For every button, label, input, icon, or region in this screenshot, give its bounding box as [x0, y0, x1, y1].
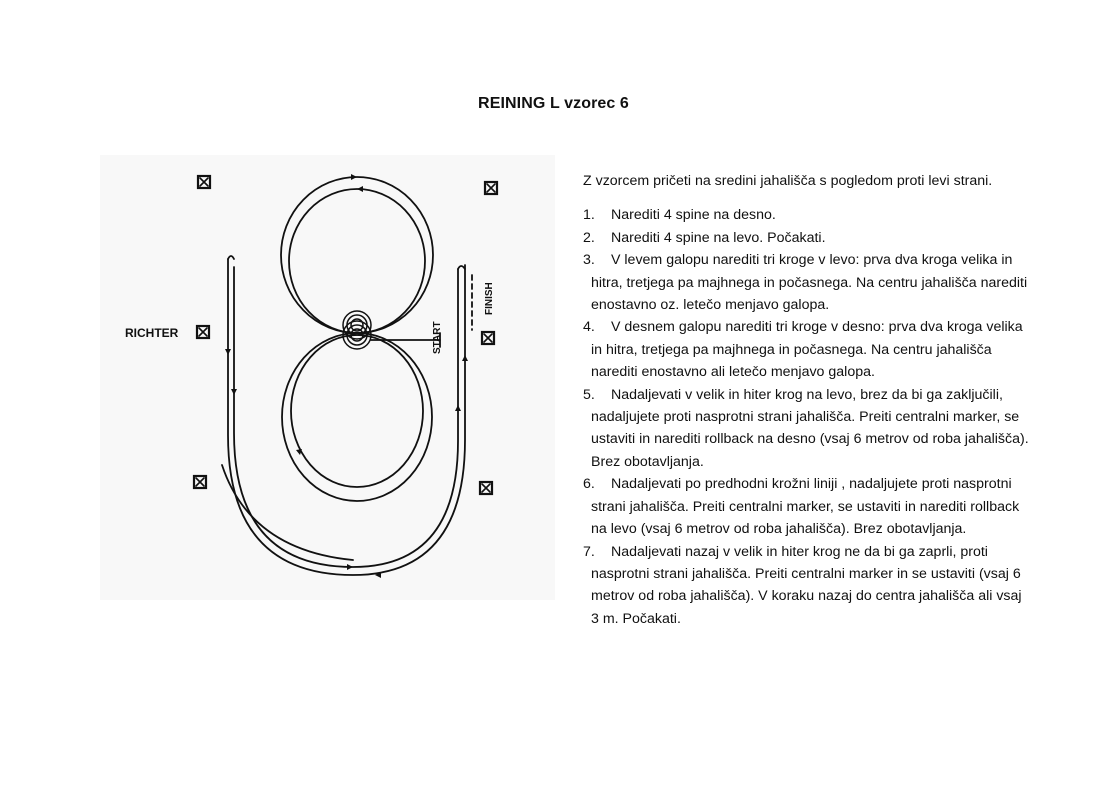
step-number: 1.	[583, 207, 595, 224]
page-title: REINING L vzorec 6	[478, 95, 629, 112]
step-text: Nadaljevati nazaj v velik in hiter krog ne da bi ga zaprli, proti nasprotni strani jahališča. Preiti centralni marker in se ustaviti (vsaj 6 metrov od roba jahališča). V koraku nazaj do centra jahališča ali vsaj 3 m. Počakati.	[591, 543, 1022, 627]
step-text: Nadaljevati po predhodni krožni liniji , nadaljujete proti nasprotni strani jahališča. Preiti centralni marker, se ustaviti in narediti rollback na levo (vsaj 6 metrov od roba jahališča). Brez obotavljanja.	[591, 476, 1020, 538]
arena-marker-bottom-left	[194, 476, 206, 488]
list-item	[583, 384, 1033, 474]
steps-list	[583, 204, 1033, 630]
reining-pattern-diagram	[100, 155, 555, 600]
arena-marker-top-right	[485, 182, 497, 194]
arena-marker-center-left	[197, 326, 209, 338]
upper-large-circles	[281, 177, 433, 333]
arena-marker-bottom-right	[480, 482, 492, 494]
instructions	[583, 170, 1033, 630]
center-spin-circles	[343, 311, 371, 349]
step-text: V levem galopu narediti tri kroge v levo: prva dva kroga velika in hitra, tretjega pa majhnega in počasnega. Na centru jahališča narediti enostavno oz. letečo menjavo galopa.	[591, 252, 1028, 314]
step-text: V desnem galopu narediti tri kroge v desno: prva dva kroga velika in hitra, tretjega pa majhnega in počasnega. Na centru jahališča narediti enostavno ali letečo menjavo galopa.	[591, 319, 1023, 381]
list-item	[583, 204, 1033, 226]
list-item	[583, 316, 1033, 383]
start-label: START	[432, 321, 443, 354]
direction-arrows	[225, 174, 468, 578]
step-number: 2.	[583, 229, 595, 246]
step-number: 5.	[583, 386, 595, 403]
step-text: Narediti 4 spine na levo. Počakati.	[611, 229, 826, 246]
start-marker	[371, 333, 440, 347]
arena-marker-center-right	[482, 332, 494, 344]
step-number: 6.	[583, 476, 595, 493]
step-text: Narediti 4 spine na desno.	[611, 207, 776, 224]
list-item	[583, 227, 1033, 249]
list-item	[583, 541, 1033, 631]
intro-text: Z vzorcem pričeti na sredini jahališča s pogledom proti levi strani.	[583, 173, 993, 189]
list-item	[583, 249, 1033, 316]
step-text: Nadaljevati v velik in hiter krog na levo, brez da bi ga zaključili, nadaljujete proti nasprotni strani jahališča. Preiti centralni marker, se ustaviti in narediti rollback na desno (vsaj 6 metrov od roba jahališča). Brez obotavljanja.	[591, 386, 1029, 470]
lower-large-circles	[282, 333, 432, 501]
run-path	[222, 256, 465, 575]
step-number: 7.	[583, 543, 595, 560]
step-number: 4.	[583, 319, 595, 336]
arena-marker-top-left	[198, 176, 210, 188]
step-number: 3.	[583, 252, 595, 269]
judge-label: RICHTER	[125, 326, 179, 340]
list-item	[583, 473, 1033, 540]
finish-label: FINISH	[484, 282, 495, 315]
